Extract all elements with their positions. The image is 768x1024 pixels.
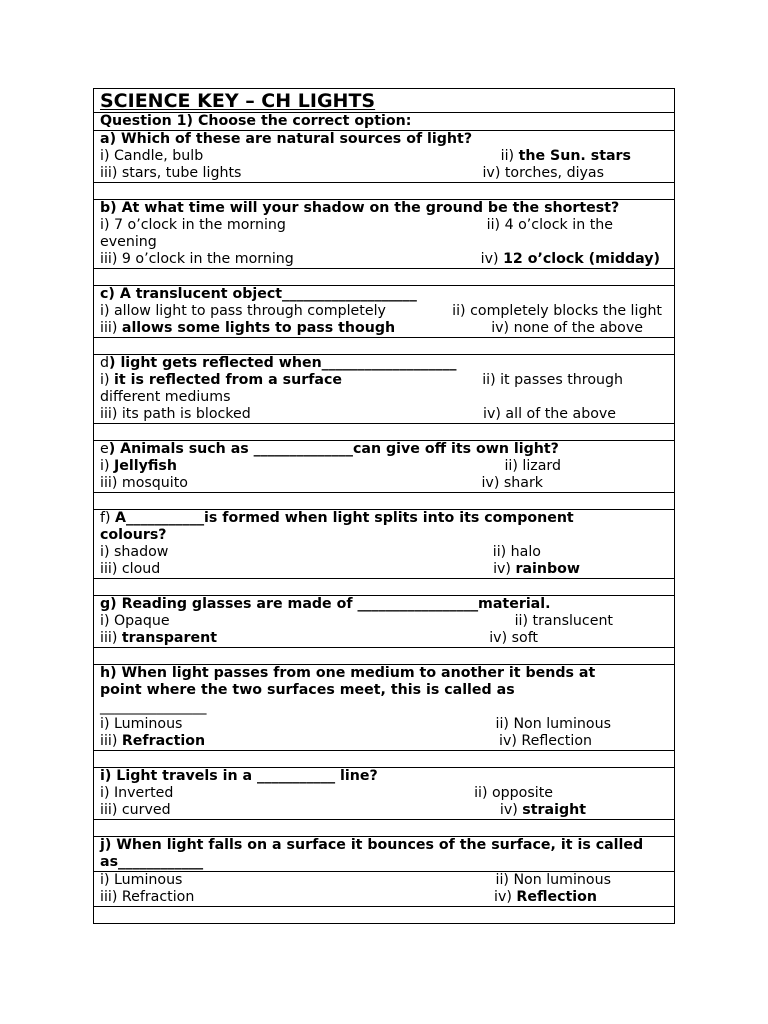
page-title: SCIENCE KEY – CH LIGHTS [100,90,376,112]
question-letter: f) [100,510,116,526]
question-a [94,130,674,182]
option-iv [500,802,586,819]
spacer-row [94,750,674,767]
option-line [100,303,668,320]
correct-answer: Refraction [121,733,206,749]
option-iv: iv) Reflection [499,733,592,749]
correct-answer: the Sun. stars [518,148,631,164]
answer-blank: _______________ [100,699,207,715]
question-i [94,767,674,819]
question-text-continued: point where the two surfaces meet, this is called as [100,682,515,698]
correct-answer: Reflection [516,889,597,905]
option-iv: iv) all of the above [483,406,616,422]
question-text [100,510,668,527]
option-iii: iii) stars, tube lights [100,165,242,181]
question-text: j) When light falls on a surface it bounces of the surface, it is called [100,837,644,853]
option-iii [100,630,217,647]
spacer-row [94,268,674,285]
option-iv: iv) shark [481,475,543,491]
spacer-row [94,647,674,664]
option-line [100,613,668,630]
option-line [100,630,668,647]
question-text: b) At what time will your shadow on the ground be the shortest? [100,200,620,216]
spacer-row [94,492,674,509]
option-prefix: i) [100,458,114,474]
option-iv [493,561,580,578]
option-iv: iv) soft [489,630,538,646]
question-text [100,441,668,458]
option-i: i) Opaque [100,613,170,629]
question-g [94,595,674,647]
correct-answer: transparent [121,630,218,646]
option-iii: iii) Refraction [100,889,195,905]
option-ii: ii) translucent [514,613,613,629]
question-j [94,836,674,871]
option-ii-continued: evening [100,234,157,250]
option-line [100,716,668,733]
correct-answer: it is reflected from a surface [114,372,342,388]
option-prefix: iv) [480,251,504,267]
question-text: h) When light passes from one medium to another it bends at [100,665,596,681]
option-prefix: iii) [100,320,122,336]
option-iii [100,733,205,750]
option-iv [494,889,597,906]
spacer-row [94,423,674,440]
correct-answer: straight [522,802,586,818]
option-i: i) 7 o’clock in the morning [100,217,286,233]
spacer-row [94,819,674,836]
question-e [94,440,674,492]
option-ii: ii) lizard [504,458,561,474]
option-ii: ii) halo [492,544,541,560]
option-ii: ii) Non luminous [495,872,611,888]
option-i: i) allow light to pass through completely [100,303,386,319]
option-iii: iii) its path is blocked [100,406,251,422]
blank-line [100,699,668,716]
option-i [100,372,342,389]
option-ii-continued: different mediums [100,389,231,405]
option-prefix: iv) [499,802,523,818]
option-prefix: iii) [100,630,122,646]
question-letter: d [100,355,110,371]
instruction: Question 1) Choose the correct option: [94,112,674,130]
question-text: a) Which of these are natural sources of light? [100,131,473,147]
question-text-continued: as____________ [100,854,204,870]
option-iii: iii) mosquito [100,475,188,491]
option-line [100,561,668,578]
question-body: ) light gets reflected when___________________ [109,355,457,371]
correct-answer: allows some lights to pass though [121,320,396,336]
question-c [94,285,674,337]
option-line [100,148,668,165]
question-d [94,354,674,423]
option-i: i) Luminous [100,872,183,888]
option-line [100,544,668,561]
correct-answer: rainbow [515,561,580,577]
option-ii [501,148,631,165]
option-i: i) shadow [100,544,169,560]
option-prefix: i) [100,372,114,388]
option-i: i) Luminous [100,716,183,732]
option-ii: ii) completely blocks the light [452,303,662,319]
spacer-row [94,906,674,923]
correct-answer: 12 o’clock (midday) [503,251,660,267]
option-iii: iii) 9 o’clock in the morning [100,251,294,267]
option-line [100,217,668,234]
option-line [100,475,668,492]
option-iii: iii) curved [100,802,171,818]
option-i: i) Inverted [100,785,174,801]
option-ii: ii) it passes through [482,372,623,388]
question-text: g) Reading glasses are made of _________________material. [100,596,551,612]
option-prefix: ii) [500,148,519,164]
question-body: ) Animals such as ______________can give off its own light? [108,441,559,457]
spacer-row [94,337,674,354]
question-text-continued: colours? [100,527,167,543]
option-line [100,251,668,268]
question-j-options [94,871,674,906]
question-text: c) A translucent object___________________ [100,286,417,302]
option-iii: iii) cloud [100,561,161,577]
option-line [100,458,668,475]
correct-answer: Jellyfish [114,458,177,474]
option-iii [100,320,395,337]
question-f [94,509,674,578]
option-line [100,406,668,423]
option-line [100,872,668,889]
option-line [100,165,668,182]
question-h [94,664,674,750]
question-b [94,199,674,268]
spacer-row [94,182,674,199]
option-iv: iv) torches, diyas [482,165,604,181]
option-prefix: iv) [493,561,516,577]
option-line [100,372,668,389]
option-iv: iv) none of the above [491,320,643,336]
answer-key-table [93,88,675,924]
option-line [100,802,668,819]
option-ii: ii) opposite [474,785,553,801]
spacer-row [94,578,674,595]
option-ii: ii) Non luminous [495,716,611,732]
option-iv [481,251,660,268]
question-body: A___________is formed when light splits into its component [115,510,574,526]
question-text [100,355,668,372]
option-prefix: iv) [494,889,517,905]
question-text: i) Light travels in a ___________ line? [100,768,378,784]
option-line [100,785,668,802]
option-line [100,889,668,906]
option-i [100,458,177,475]
option-i: i) Candle, bulb [100,148,204,164]
question-letter: e [100,441,109,457]
option-line [100,733,668,750]
option-ii: ii) 4 o’clock in the [486,217,613,233]
option-line [100,320,668,337]
option-prefix: iii) [100,733,122,749]
